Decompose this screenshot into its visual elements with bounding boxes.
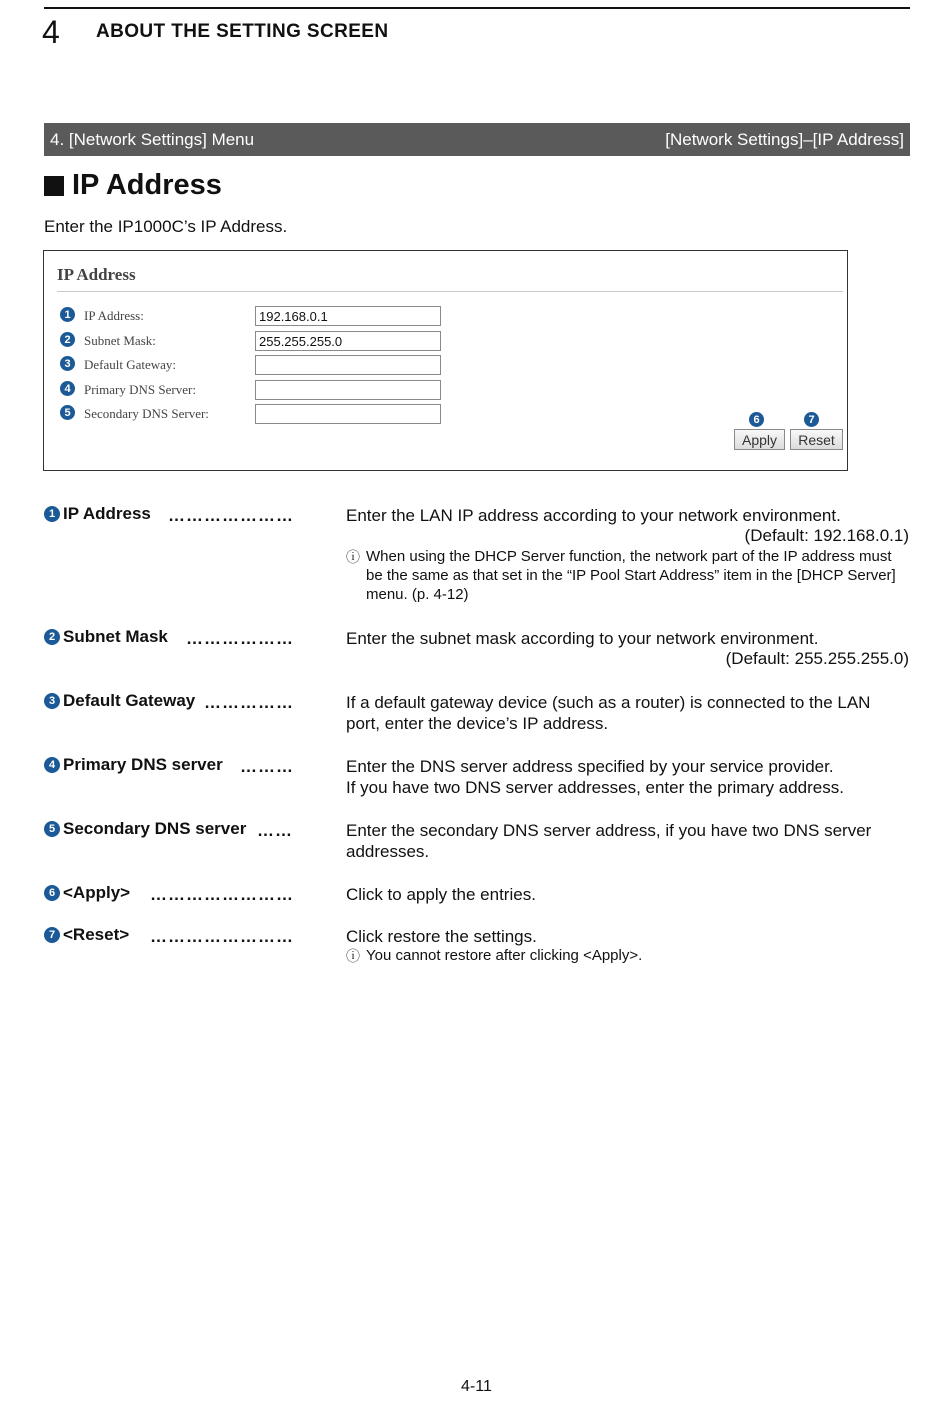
secondary-dns-row — [58, 404, 458, 426]
callout-badge: 5 — [60, 405, 75, 420]
ip-address-row — [58, 306, 458, 328]
desc-text: If a default gateway device (such as a router) is connected to the LAN — [346, 693, 871, 712]
page-number: 4-11 — [461, 1378, 492, 1395]
desc-text: port, enter the device’s IP address. — [346, 714, 609, 733]
desc-text: Enter the subnet mask according to your network environment. — [346, 629, 819, 648]
note — [346, 946, 906, 965]
desc-label-text: Subnet Mask — [63, 627, 168, 646]
callout-badge: 4 — [60, 381, 75, 396]
callout-badge: 7 — [804, 412, 819, 427]
desc-label-text: IP Address — [63, 504, 151, 523]
callout-badge: 3 — [60, 356, 75, 371]
callout-badge: 4 — [44, 757, 60, 773]
desc-label-text: Secondary DNS server — [63, 819, 247, 838]
callout-badge: 1 — [44, 506, 60, 522]
ip-address-label: IP Address: — [84, 308, 144, 323]
desc-text: Enter the DNS server address specified by your service provider. — [346, 757, 834, 776]
leader-dots: ………………… — [168, 506, 294, 525]
desc-text: Click restore the settings. — [346, 927, 537, 946]
desc-text: If you have two DNS server addresses, enter the primary address. — [346, 778, 844, 797]
desc-label-default-gateway — [44, 691, 195, 711]
callout-badge: 1 — [60, 307, 75, 322]
desc-default: (Default: 255.255.255.0) — [725, 649, 909, 668]
desc-text: Click to apply the entries. — [346, 885, 536, 904]
desc-default: (Default: 192.168.0.1) — [744, 526, 909, 545]
callout-badge: 3 — [44, 693, 60, 709]
menu-bar-right: [Network Settings]–[IP Address] — [665, 129, 904, 149]
leader-dots: …………………… — [150, 885, 294, 904]
ip-address-input[interactable] — [255, 306, 441, 326]
ip-address-panel — [43, 250, 848, 471]
subnet-mask-input[interactable] — [255, 331, 441, 351]
desc-text: addresses. — [346, 842, 430, 861]
panel-divider — [57, 291, 843, 292]
info-circle-icon: ⓘ — [346, 948, 360, 964]
reset-button[interactable]: Reset — [790, 429, 843, 450]
desc-label-text: Primary DNS server — [63, 755, 223, 774]
leader-dots: …… — [257, 821, 293, 840]
desc-label-text: Default Gateway — [63, 691, 196, 710]
callout-badge: 7 — [44, 927, 60, 943]
primary-dns-label: Primary DNS Server: — [84, 382, 196, 397]
callout-badge: 6 — [44, 885, 60, 901]
menu-bar-left: 4. [Network Settings] Menu — [50, 129, 255, 149]
subnet-mask-row — [58, 331, 458, 353]
desc-text: Enter the LAN IP address according to your network environment. — [346, 506, 841, 525]
callout-badge: 2 — [44, 629, 60, 645]
panel-title: IP Address — [57, 265, 136, 284]
chapter-number: 4 — [42, 14, 60, 50]
default-gateway-label: Default Gateway: — [84, 357, 177, 372]
note — [346, 547, 906, 604]
subnet-mask-label: Subnet Mask: — [84, 333, 156, 348]
section-title — [44, 169, 222, 202]
desc-label-ip-address — [44, 504, 151, 524]
callout-badge: 2 — [60, 332, 75, 347]
desc-label-primary-dns — [44, 755, 223, 775]
leader-dots: …………………… — [150, 927, 294, 946]
desc-label-apply — [44, 883, 130, 903]
callout-badge: 5 — [44, 821, 60, 837]
primary-dns-input[interactable] — [255, 380, 441, 400]
desc-label-text: <Apply> — [63, 883, 131, 902]
secondary-dns-label: Secondary DNS Server: — [84, 406, 209, 421]
info-circle-icon: ⓘ — [346, 549, 360, 565]
chapter-title: ABOUT THE SETTING SCREEN — [96, 21, 389, 42]
default-gateway-input[interactable] — [255, 355, 441, 375]
square-bullet-icon — [44, 176, 64, 196]
leader-dots: ……………… — [186, 629, 294, 648]
leader-dots: ……… — [240, 757, 294, 776]
primary-dns-row — [58, 380, 458, 402]
top-rule — [44, 7, 910, 9]
section-title-text: IP Address — [72, 169, 222, 201]
desc-label-secondary-dns — [44, 819, 246, 839]
desc-label-subnet-mask — [44, 627, 168, 647]
desc-label-reset — [44, 925, 129, 945]
section-intro: Enter the IP1000C’s IP Address. — [44, 217, 288, 236]
desc-text: Enter the secondary DNS server address, if you have two DNS server — [346, 821, 872, 840]
callout-badge: 6 — [749, 412, 764, 427]
note-text: When using the DHCP Server function, the network part of the IP address must be the same as that set in the “IP Pool Start Address” item in the [DHCP Server] menu. (p. 4-12) — [366, 548, 896, 603]
secondary-dns-input[interactable] — [255, 404, 441, 424]
default-gateway-row — [58, 355, 458, 377]
apply-button[interactable]: Apply — [734, 429, 785, 450]
desc-label-text: <Reset> — [63, 925, 130, 944]
menu-bar — [44, 123, 910, 156]
note-text: You cannot restore after clicking <Apply>. — [366, 947, 643, 964]
leader-dots: …………… — [204, 693, 294, 712]
